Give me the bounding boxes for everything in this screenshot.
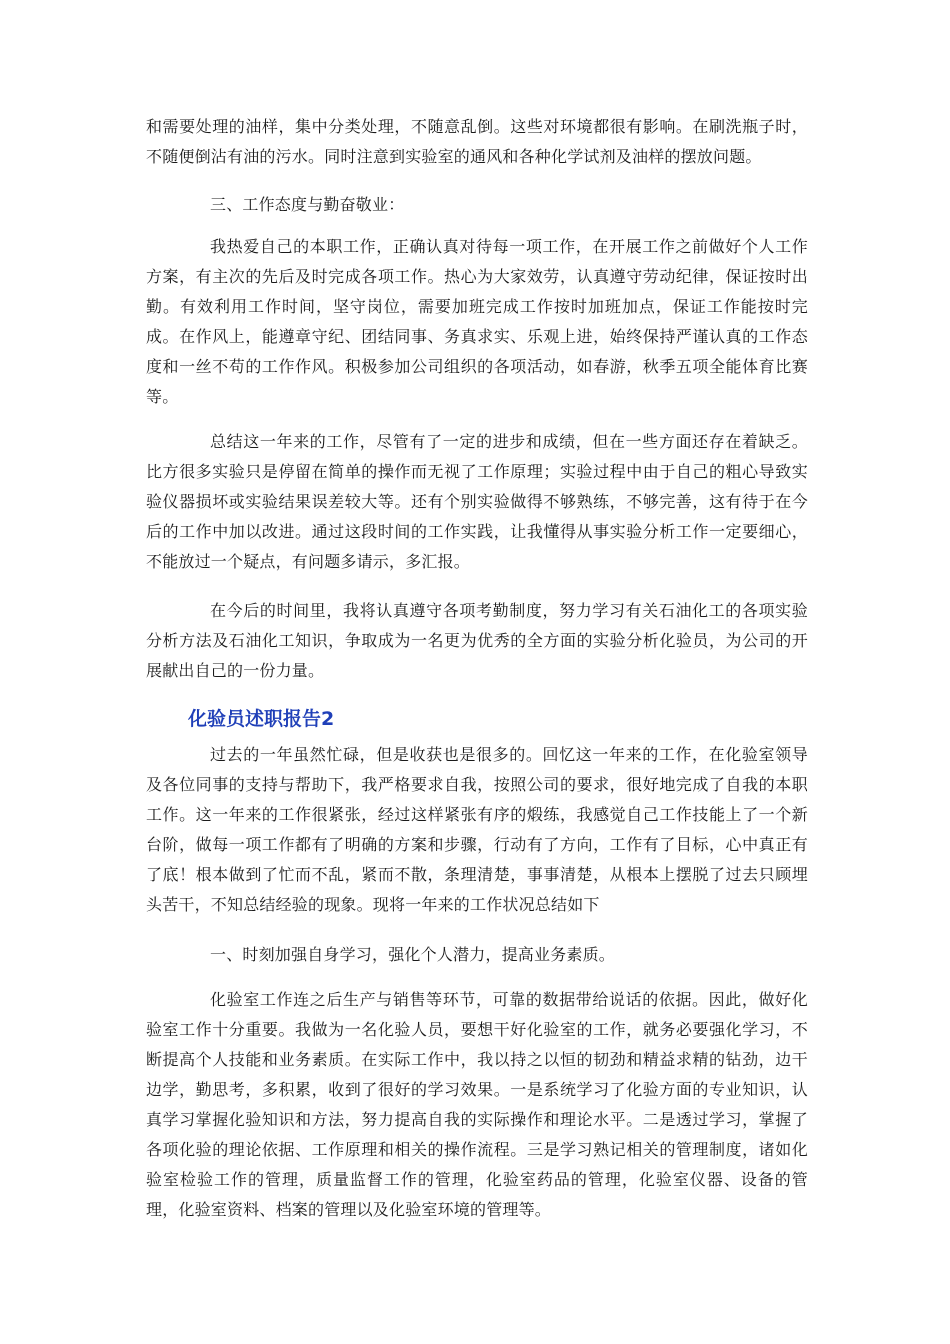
paragraph-review: 过去的一年虽然忙碌，但是收获也是很多的。回忆这一年来的工作，在化验室领导及各位同事的支持与帮助下，我严格要求自我，按照公司的要求，很好地完成了自我的本职工作。这一年来的工作很紧张，经过这样紧张有序的煅练，我感觉自己工作技能上了一个新台阶，做每一项工作都有了明确的方案和步骤，行动有了方向，工作有了目标，心中真正有了底！根本做到了忙而不乱，紧而不散，条理清楚，事事清楚，从根本上摆脱了过去只顾埋头苦干，不知总结经验的现象。现将一年来的工作状况总结如下 [146, 745, 808, 914]
section-heading-study: 一、时刻加强自身学习，强化个人潜力，提高业务素质。 [210, 945, 616, 964]
paragraph-work-attitude: 我热爱自己的本职工作，正确认真对待每一项工作，在开展工作之前做好个人工作方案，有主次的先后及时完成各项工作。热心为大家效劳，认真遵守劳动纪律，保证按时出勤。有效利用工作时间，坚守岗位，需要加班完成工作按时加班加点，保证工作能按时完成。在作风上，能遵章守纪、团结同事、务真求实、乐观上进，始终保持严谨认真的工作态度和一丝不苟的工作作风。积极参加公司组织的各项活动，如春游，秋季五项全能体育比赛等。 [146, 237, 808, 406]
paragraph-future: 在今后的时间里，我将认真遵守各项考勤制度，努力学习有关石油化工的各项实验分析方法及石油化工知识，争取成为一名更为优秀的全方面的实验分析化验员，为公司的开展献出自己的一份力量。 [146, 601, 808, 680]
paragraph-study: 化验室工作连之后生产与销售等环节，可靠的数据带给说话的依据。因此，做好化验室工作十分重要。我做为一名化验人员，要想干好化验室的工作，就务必要强化学习，不断提高个人技能和业务素质。在实际工作中，我以持之以恒的韧劲和精益求精的钻劲，边干边学，勤思考，多积累，收到了很好的学习效果。一是系统学习了化验方面的专业知识，认真学习掌握化验知识和方法，努力提高自我的实际操作和理论水平。二是透过学习，掌握了各项化验的理论依据、工作原理和相关的操作流程。三是学习熟记相关的管理制度，诸如化验室检验工作的管理，质量监督工作的管理，化验室药品的管理，化验室仪器、设备的管理，化验室资料、档案的管理以及化验室环境的管理等。 [146, 990, 808, 1219]
paragraph-environment: 和需要处理的油样，集中分类处理，不随意乱倒。这些对环境都很有影响。在刷洗瓶子时，不随便倒沾有油的污水。同时注意到实验室的通风和各种化学试剂及油样的摆放问题。 [146, 117, 808, 166]
report-heading-2: 化验员述职报告2 [188, 708, 335, 730]
section-heading-work-attitude: 三、工作态度与勤奋敬业： [210, 195, 405, 214]
paragraph-summary: 总结这一年来的工作，尽管有了一定的进步和成绩，但在一些方面还存在着缺乏。比方很多实验只是停留在简单的操作而无视了工作原理；实验过程中由于自己的粗心导致实验仪器损坏或实验结果误差较大等。还有个别实验做得不够熟练，不够完善，这有待于在今后的工作中加以改进。通过这段时间的工作实践，让我懂得从事实验分析工作一定要细心，不能放过一个疑点，有问题多请示，多汇报。 [146, 432, 808, 571]
